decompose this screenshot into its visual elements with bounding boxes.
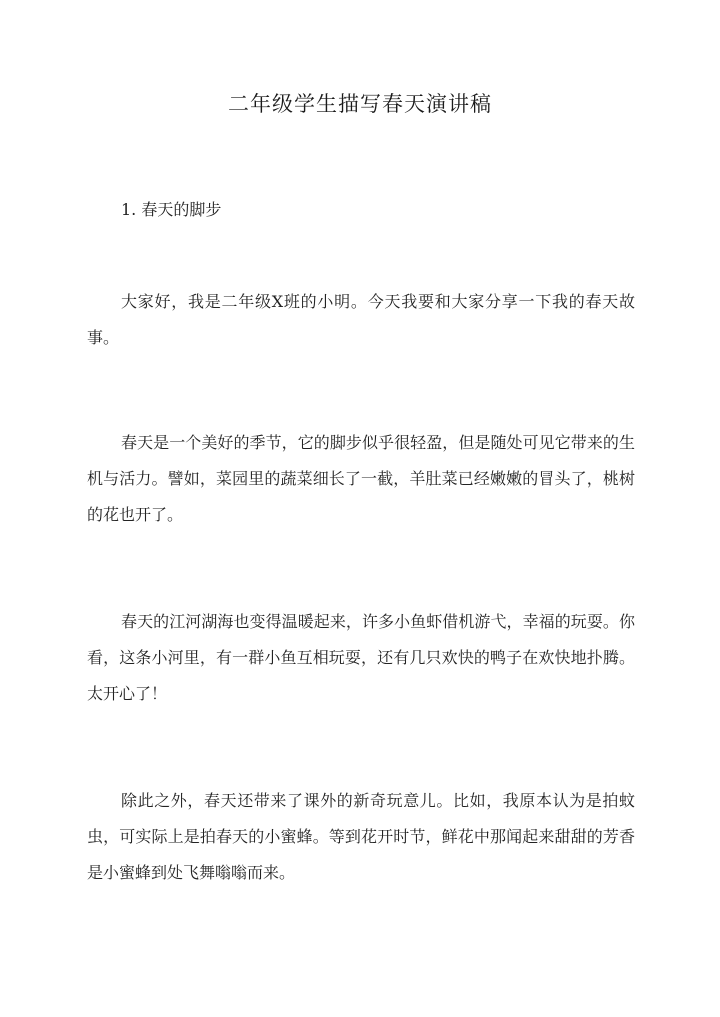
section-heading: 1. 春天的脚步	[121, 200, 222, 219]
paragraph-rivers: 春天的江河湖海也变得温暖起来，许多小鱼虾借机游弋，幸福的玩耍。你看，这条小河里，有一群小鱼互相玩耍，还有几只欢快的鸭子在欢快地扑腾。太开心了！	[87, 612, 635, 703]
paragraph-bees: 除此之外，春天还带来了课外的新奇玩意儿。比如，我原本认为是拍蚊虫，可实际上是拍春天的小蜜蜂。等到花开时节，鲜花中那闻起来甜甜的芳香是小蜜蜂到处飞舞嗡嗡而来。	[87, 791, 635, 882]
paragraph-greeting: 大家好，我是二年级X班的小明。今天我要和大家分享一下我的春天故事。	[87, 292, 635, 347]
paragraph-spring-steps: 春天是一个美好的季节，它的脚步似乎很轻盈，但是随处可见它带来的生机与活力。譬如，菜园里的蔬菜细长了一截，羊肚菜已经嫩嫩的冒头了，桃树的花也开了。	[87, 433, 635, 524]
document-title: 二年级学生描写春天演讲稿	[228, 92, 492, 116]
